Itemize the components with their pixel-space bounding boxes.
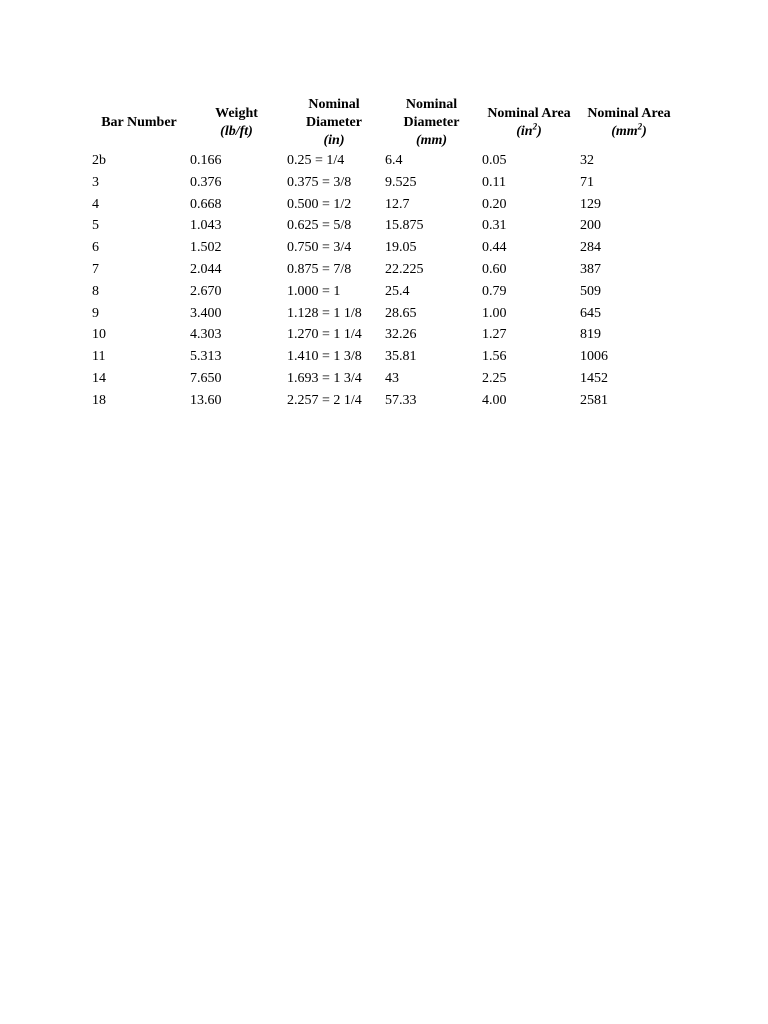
table-cell: 1.00: [482, 305, 507, 321]
table-cell: 1.000 = 1: [287, 283, 341, 299]
header-unit-superscript: 2: [637, 121, 643, 132]
header-unit: [383, 132, 480, 150]
table-cell: 25.4: [385, 283, 410, 299]
table-cell: 1.27: [482, 327, 507, 343]
header-unit-text: (in: [516, 124, 533, 139]
table-cell: 7: [92, 261, 99, 277]
table-cell: 0.05: [482, 153, 507, 168]
header-label: Nominal Area: [587, 106, 671, 121]
table-cell: 0.31: [482, 218, 507, 234]
table-cell: 4: [92, 196, 99, 212]
table-cell: 2.257 = 2 1/4: [287, 392, 362, 408]
table-cell: 0.25 = 1/4: [287, 153, 345, 168]
header-unit: [578, 123, 680, 141]
table-cell: 1.693 = 1 3/4: [287, 370, 362, 386]
table-cell: 12.7: [385, 196, 410, 212]
table-cell: 0.625 = 5/8: [287, 218, 352, 234]
header-weight: [188, 96, 285, 150]
table-row: [90, 237, 680, 259]
table-row: [90, 215, 680, 237]
header-unit: [480, 123, 578, 141]
table-cell: 645: [580, 305, 601, 321]
table-cell: 1.043: [190, 218, 222, 234]
header-nominal-area-in2: [480, 96, 578, 150]
table-cell: 0.668: [190, 196, 222, 212]
table-cell: 18: [92, 392, 106, 408]
table-cell: 284: [580, 240, 601, 256]
table-cell: 3.400: [190, 305, 222, 321]
table-row: [90, 346, 680, 368]
table-cell: 57.33: [385, 392, 417, 408]
header-label: Nominal: [405, 97, 458, 112]
table-row: [90, 281, 680, 303]
table-cell: 9.525: [385, 174, 417, 190]
table-cell: 1006: [580, 349, 608, 365]
table-body: [90, 150, 680, 412]
table-cell: 2.25: [482, 370, 507, 386]
table-cell: 0.20: [482, 196, 507, 212]
header-unit-tail: ): [642, 124, 647, 139]
header-unit-text: (lb/ft): [220, 124, 253, 139]
table-cell: 1.410 = 1 3/8: [287, 349, 362, 365]
header-label: Bar Number: [101, 115, 177, 130]
header-unit: [188, 123, 285, 141]
table-cell: 5.313: [190, 349, 222, 365]
header-label: Diameter: [306, 115, 362, 130]
table-cell: 0.79: [482, 283, 507, 299]
table-cell: 387: [580, 261, 601, 277]
header-nominal-diameter-mm: [383, 96, 480, 150]
header-unit-superscript: 2: [532, 121, 538, 132]
table-cell: 4.00: [482, 392, 507, 408]
table-cell: 28.65: [385, 305, 417, 321]
table-cell: 3: [92, 174, 99, 190]
table-cell: 32.26: [385, 327, 417, 343]
table-cell: 0.375 = 3/8: [287, 174, 352, 190]
table-cell: 0.11: [482, 174, 506, 190]
table-cell: 2.670: [190, 283, 222, 299]
table-row: [90, 390, 680, 412]
table-cell: 1452: [580, 370, 608, 386]
table-cell: 15.875: [385, 218, 424, 234]
table-cell: 35.81: [385, 349, 417, 365]
table-cell: 9: [92, 305, 99, 321]
table-cell: 819: [580, 327, 601, 343]
header-unit-text: (in): [323, 133, 345, 148]
header-unit-text: (mm: [611, 124, 638, 139]
table-cell: 0.750 = 3/4: [287, 240, 352, 256]
table-cell: 13.60: [190, 392, 222, 408]
table-cell: 71: [580, 174, 594, 190]
table-row: [90, 172, 680, 194]
table-cell: 0.60: [482, 261, 507, 277]
header-nominal-diameter-in: [285, 96, 383, 150]
header-unit: [285, 132, 383, 150]
table-row: [90, 259, 680, 281]
table-cell: 1.56: [482, 349, 507, 365]
header-label: Nominal Area: [487, 106, 571, 121]
table-cell: 32: [580, 153, 594, 168]
table-cell: 0.500 = 1/2: [287, 196, 352, 212]
table-row: [90, 150, 680, 172]
table-cell: 7.650: [190, 370, 222, 386]
header-label: Weight: [215, 106, 258, 121]
table-cell: 11: [92, 349, 106, 365]
table-cell: 6: [92, 240, 99, 256]
table-row: [90, 194, 680, 216]
table-cell: 0.44: [482, 240, 507, 256]
table-cell: 19.05: [385, 240, 417, 256]
table-cell: 22.225: [385, 261, 424, 277]
table-cell: 0.166: [190, 153, 222, 168]
table-row: [90, 324, 680, 346]
table-cell: 10: [92, 327, 106, 343]
header-unit-text: (mm): [415, 133, 448, 148]
table-cell: 1.270 = 1 1/4: [287, 327, 362, 343]
header-label: Diameter: [403, 115, 460, 130]
table-row: [90, 303, 680, 325]
table-cell: 8: [92, 283, 99, 299]
table-cell: 0.376: [190, 174, 222, 190]
table-cell: 4.303: [190, 327, 222, 343]
table-cell: 2b: [92, 153, 106, 168]
header-bar-number: [90, 96, 188, 150]
table-header-row: [90, 96, 680, 150]
rebar-properties-table: [90, 96, 680, 412]
table-cell: 1.502: [190, 240, 222, 256]
table-cell: 43: [385, 370, 399, 386]
table-cell: 5: [92, 218, 99, 234]
table-cell: 2.044: [190, 261, 222, 277]
table-cell: 509: [580, 283, 601, 299]
header-unit-tail: ): [537, 124, 542, 139]
table-cell: 200: [580, 218, 601, 234]
table-cell: 6.4: [385, 153, 403, 168]
table-cell: 0.875 = 7/8: [287, 261, 352, 277]
table-cell: 14: [92, 370, 106, 386]
header-label: Nominal: [308, 97, 360, 112]
table-row: [90, 368, 680, 390]
table-cell: 2581: [580, 392, 608, 408]
table-cell: 1.128 = 1 1/8: [287, 305, 362, 321]
header-nominal-area-mm2: [578, 96, 680, 150]
table-cell: 129: [580, 196, 601, 212]
